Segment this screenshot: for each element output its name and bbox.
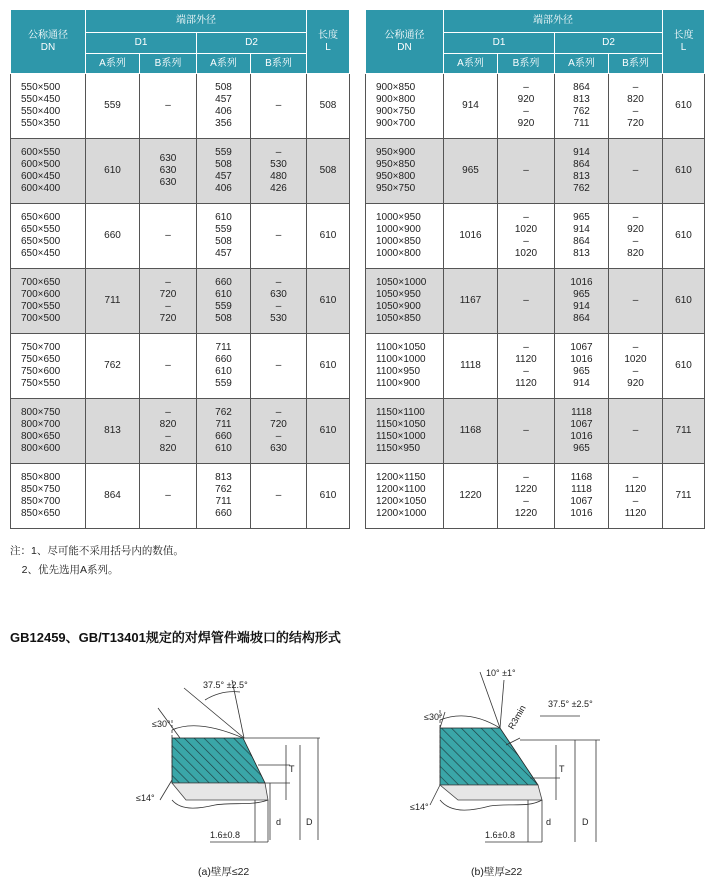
cell-value: 650×500 [21, 236, 61, 247]
cell-value: 750×550 [21, 377, 61, 389]
cell-value: 762 [104, 360, 121, 372]
cell-length: 610 [663, 204, 705, 269]
cell-value: 720 [159, 312, 177, 324]
header-a-series: A系列 [444, 54, 498, 74]
cell-value: 1067 [570, 496, 593, 507]
cell-value: 900×800 [376, 94, 416, 106]
cell-value: 900×850 [376, 82, 416, 94]
cell-value: 800×750 [21, 407, 61, 419]
cell-value: 762 [215, 407, 232, 419]
cell-value: – [632, 425, 639, 437]
header-b-series: B系列 [609, 54, 663, 74]
cell-value: 610 [104, 165, 121, 177]
cell-value: – [523, 366, 529, 377]
cell-value: 1016 [459, 230, 482, 242]
cell-value: 850×700 [21, 496, 61, 507]
cell-value: 559 [215, 224, 232, 236]
label-a-T: T [289, 764, 295, 774]
cell-value: 914 [573, 301, 590, 312]
label-a-14: ≤14° [136, 793, 155, 803]
cell-value: 600×550 [21, 147, 61, 159]
cell-value: 864 [573, 82, 590, 94]
header-d2: D2 [555, 33, 663, 54]
cell-value: 480 [270, 171, 287, 182]
cell-length: 508 [307, 139, 350, 204]
cell-value: 457 [215, 171, 232, 182]
cell-value: 813 [573, 171, 590, 182]
cell-value: 864 [573, 236, 590, 247]
cell-length: 610 [663, 334, 705, 399]
cell-value: 1120 [515, 354, 537, 366]
cell-value: 600×500 [21, 159, 61, 171]
cell-value: 1200×1050 [376, 496, 427, 507]
cell-value: – [523, 425, 529, 437]
cell-value: 965 [573, 289, 590, 301]
cell-value: – [632, 106, 639, 117]
cell-length: 610 [663, 74, 705, 139]
cell-value: 1168 [570, 472, 593, 484]
header-a-series: A系列 [86, 54, 140, 74]
header-b-series: B系列 [498, 54, 555, 74]
cell-value: 1016 [570, 354, 593, 366]
cell-value: 750×700 [21, 342, 61, 354]
cell-value: 559 [215, 377, 232, 389]
cell-value: 457 [215, 247, 232, 259]
cell-value: 700×600 [21, 289, 61, 301]
cell-value: 1150×1000 [376, 431, 426, 442]
cell-value: 1100×950 [376, 366, 421, 377]
header-outer: 端部外径 [86, 10, 307, 33]
cell-value: 630 [159, 165, 177, 177]
cell-value: 711 [215, 419, 232, 431]
cell-value: 600×400 [21, 182, 61, 194]
cell-value: 864 [573, 159, 590, 171]
cell-length: 610 [663, 139, 705, 204]
cell-value: – [632, 165, 639, 177]
cell-value: 700×500 [21, 312, 61, 324]
caption-b: (b)壁厚≥22 [471, 866, 523, 878]
cell-value: – [632, 472, 639, 484]
diagram-b [430, 672, 600, 842]
cell-value: 914 [462, 100, 479, 112]
cell-value: 1118 [460, 360, 481, 372]
cell-value: 630 [159, 176, 177, 188]
cell-value: 508 [215, 236, 232, 247]
cell-value: 813 [573, 247, 590, 259]
header-d1: D1 [86, 33, 197, 54]
cell-value: 610 [215, 442, 232, 454]
cell-value: 762 [573, 106, 590, 117]
cell-value: – [523, 106, 529, 117]
cell-value: 813 [573, 94, 590, 106]
cell-value: 950×900 [376, 147, 416, 159]
cell-value: 630 [159, 153, 177, 165]
label-b-top: 10° ±1° [486, 668, 516, 678]
cell-value: 1050×850 [376, 312, 421, 324]
cell-length: 508 [307, 74, 350, 139]
label-b-d: d [546, 817, 552, 827]
label-a-d: d [276, 817, 282, 827]
cell-value: 920 [517, 117, 535, 129]
cell-value: 813 [104, 425, 121, 437]
cell-value: 720 [159, 289, 177, 301]
label-b-radius: R3min [506, 703, 528, 731]
cell-value: 1000×950 [376, 212, 421, 224]
cell-value: 508 [215, 159, 232, 171]
cell-value: 850×750 [21, 484, 61, 496]
cell-value: – [632, 212, 639, 224]
header-a-series: A系列 [197, 54, 251, 74]
cell-value: 965 [573, 366, 590, 377]
cell-value: 1067 [570, 419, 593, 431]
cell-value: 1050×950 [376, 289, 421, 301]
header-b-series: B系列 [251, 54, 307, 74]
section-title: GB12459、GB/T13401规定的对焊管件端坡口的结构形式 [10, 630, 341, 645]
cell-value: 1067 [570, 342, 593, 354]
cell-value: 914 [573, 147, 590, 159]
cell-value: 630 [270, 442, 287, 454]
cell-value: 1016 [570, 431, 593, 442]
cell-value: 820 [159, 419, 177, 431]
header-length-label: 长度 L [673, 29, 694, 53]
cell-value: – [632, 366, 639, 377]
cell-value: 1120 [515, 377, 537, 389]
cell-value: 950×850 [376, 159, 416, 171]
cell-value: 1100×1050 [376, 342, 426, 354]
cell-value: 1020 [514, 247, 538, 259]
cell-value: – [523, 165, 529, 177]
cell-length: 610 [307, 334, 350, 399]
cell-value: 426 [270, 182, 287, 194]
cell-length: 610 [663, 269, 705, 334]
cell-value: – [165, 230, 171, 242]
label-a-bevel: 37.5° ±2.5° [203, 680, 248, 690]
label-b-land: 1.6±0.8 [485, 830, 515, 840]
cell-value: 800×650 [21, 431, 61, 442]
cell-value: 660 [215, 277, 232, 289]
header-d2: D2 [197, 33, 307, 54]
cell-value: – [523, 472, 529, 484]
cell-value: 1150×1050 [376, 419, 426, 431]
cell-value: – [165, 100, 171, 112]
cell-value: 965 [573, 442, 590, 454]
cell-value: 762 [573, 182, 590, 194]
cell-value: 813 [215, 472, 232, 484]
cell-value: 1020 [514, 224, 538, 236]
label-b-T: T [559, 764, 565, 774]
header-a-series: A系列 [555, 54, 609, 74]
cell-value: – [165, 301, 171, 312]
cell-value: – [165, 490, 171, 502]
cell-value: 711 [215, 496, 232, 507]
cell-value: 406 [215, 106, 232, 117]
header-b-series: B系列 [140, 54, 197, 74]
cell-value: 559 [215, 301, 232, 312]
cell-value: 720 [270, 419, 287, 431]
cell-value: 1220 [459, 490, 482, 502]
cell-value: 864 [104, 490, 121, 502]
cell-value: 800×600 [21, 442, 61, 454]
cell-value: – [632, 82, 639, 94]
cell-value: 1200×1100 [376, 484, 426, 496]
caption-a: (a)壁厚≤22 [198, 866, 250, 878]
cell-length: 711 [663, 464, 705, 529]
cell-value: – [275, 360, 282, 372]
cell-value: 920 [517, 94, 535, 106]
cell-value: 550×500 [21, 82, 61, 94]
cell-value: 864 [573, 312, 590, 324]
cell-value: 850×800 [21, 472, 61, 484]
cell-value: 406 [215, 182, 232, 194]
cell-value: 950×750 [376, 182, 416, 194]
cell-length: 610 [307, 399, 350, 464]
cell-value: 1118 [571, 484, 592, 496]
header-dn-label: 公称通径 DN [28, 29, 68, 53]
cell-value: – [632, 342, 639, 354]
cell-value: 820 [159, 442, 177, 454]
cell-value: – [523, 236, 529, 247]
cell-value: – [275, 407, 282, 419]
label-b-inner: ≤30° [424, 712, 443, 722]
cell-value: 1120 [624, 484, 647, 496]
cell-value: 965 [462, 165, 479, 177]
cell-value: 610 [215, 212, 232, 224]
cell-value: 762 [215, 484, 232, 496]
cell-value: 820 [627, 247, 644, 259]
cell-value: 1050×1000 [376, 277, 427, 289]
cell-value: 850×650 [21, 507, 61, 519]
label-a-D: D [306, 817, 313, 827]
cell-value: 508 [215, 312, 232, 324]
cell-length: 610 [307, 464, 350, 529]
cell-value: 660 [104, 230, 121, 242]
cell-value: 900×700 [376, 117, 416, 129]
cell-value: – [523, 295, 529, 307]
cell-length: 610 [307, 204, 350, 269]
cell-value: 914 [573, 224, 590, 236]
cell-value: 1150×1100 [376, 407, 425, 419]
cell-value: 530 [270, 159, 287, 171]
cell-value: 1150×950 [376, 442, 421, 454]
cell-value: 1016 [570, 507, 593, 519]
note-line-1: 注：1、尽可能不采用括号内的数值。 [10, 545, 184, 557]
cell-value: 750×650 [21, 354, 61, 366]
cell-value: – [165, 407, 171, 419]
cell-value: 600×450 [21, 171, 61, 182]
cell-value: 559 [104, 100, 121, 112]
header-dn-label: 公称通径 DN [384, 29, 425, 53]
cell-value: 914 [573, 377, 590, 389]
label-b-D: D [582, 817, 589, 827]
cell-value: 1016 [570, 277, 593, 289]
cell-value: 820 [627, 94, 644, 106]
cell-value: 550×350 [21, 117, 61, 129]
cell-length: 610 [307, 269, 350, 334]
cell-value: 1000×800 [376, 247, 421, 259]
cell-value: – [275, 100, 282, 112]
cell-value: 1120 [624, 507, 647, 519]
cell-value: 530 [270, 312, 287, 324]
cell-value: 920 [627, 224, 644, 236]
cell-value: 650×600 [21, 212, 61, 224]
cell-value: – [165, 431, 171, 442]
cell-value: – [165, 360, 171, 372]
cell-value: 610 [215, 366, 232, 377]
cell-value: 1000×850 [376, 236, 421, 247]
diagram-a [158, 680, 320, 842]
cell-value: – [275, 490, 282, 502]
cell-value: 610 [215, 289, 232, 301]
cell-value: 660 [215, 507, 232, 519]
cell-value: 1167 [459, 295, 482, 307]
cell-value: – [523, 82, 529, 94]
cell-value: 508 [215, 82, 232, 94]
cell-value: – [632, 236, 639, 247]
cell-value: – [275, 301, 282, 312]
cell-value: – [275, 431, 282, 442]
cell-value: 1220 [514, 484, 538, 496]
label-b-bevel: 37.5° ±2.5° [548, 699, 593, 709]
cell-value: 711 [104, 295, 121, 307]
cell-value: 550×450 [21, 94, 61, 106]
cell-value: 559 [215, 147, 232, 159]
cell-value: 800×700 [21, 419, 61, 431]
cell-value: 650×550 [21, 224, 61, 236]
cell-value: 1100×1000 [376, 354, 426, 366]
cell-value: 950×800 [376, 171, 416, 182]
cell-value: 660 [215, 431, 232, 442]
cell-value: – [165, 277, 171, 289]
cell-value: 711 [573, 117, 590, 129]
cell-value: 1200×1150 [376, 472, 426, 484]
cell-value: 660 [215, 354, 232, 366]
label-a-inner: ≤30° [152, 719, 171, 729]
cell-value: – [632, 295, 639, 307]
note-line-2: 2、优先选用A系列。 [10, 564, 119, 576]
label-b-14: ≤14° [410, 802, 429, 812]
header-d1: D1 [444, 33, 555, 54]
cell-value: 900×750 [376, 106, 416, 117]
cell-length: 711 [663, 399, 705, 464]
label-a-land: 1.6±0.8 [210, 830, 240, 840]
cell-value: 1050×900 [376, 301, 421, 312]
cell-value: – [523, 212, 529, 224]
cell-value: – [523, 342, 529, 354]
cell-value: 1168 [459, 425, 482, 437]
cell-value: – [523, 496, 529, 507]
cell-value: 700×550 [21, 301, 61, 312]
cell-value: 1000×900 [376, 224, 421, 236]
cell-value: 457 [215, 94, 232, 106]
cell-value: 700×650 [21, 277, 61, 289]
cell-value: 1020 [624, 354, 647, 366]
cell-value: 750×600 [21, 366, 61, 377]
header-length-label: 长度 L [318, 29, 338, 53]
cell-value: – [275, 277, 282, 289]
cell-value: 920 [627, 377, 644, 389]
header-outer: 端部外径 [444, 10, 663, 33]
cell-value: 711 [215, 342, 232, 354]
cell-value: 550×400 [21, 106, 61, 117]
cell-value: 1220 [514, 507, 538, 519]
cell-value: – [275, 147, 282, 159]
cell-value: 356 [215, 117, 232, 129]
cell-value: – [275, 230, 282, 242]
cell-value: 630 [270, 289, 287, 301]
cell-value: 1118 [571, 407, 592, 419]
cell-value: – [632, 496, 639, 507]
cell-value: 650×450 [21, 247, 61, 259]
cell-value: 1100×900 [376, 377, 421, 389]
cell-value: 1200×1000 [376, 507, 427, 519]
cell-value: 720 [627, 117, 644, 129]
cell-value: 965 [573, 212, 590, 224]
